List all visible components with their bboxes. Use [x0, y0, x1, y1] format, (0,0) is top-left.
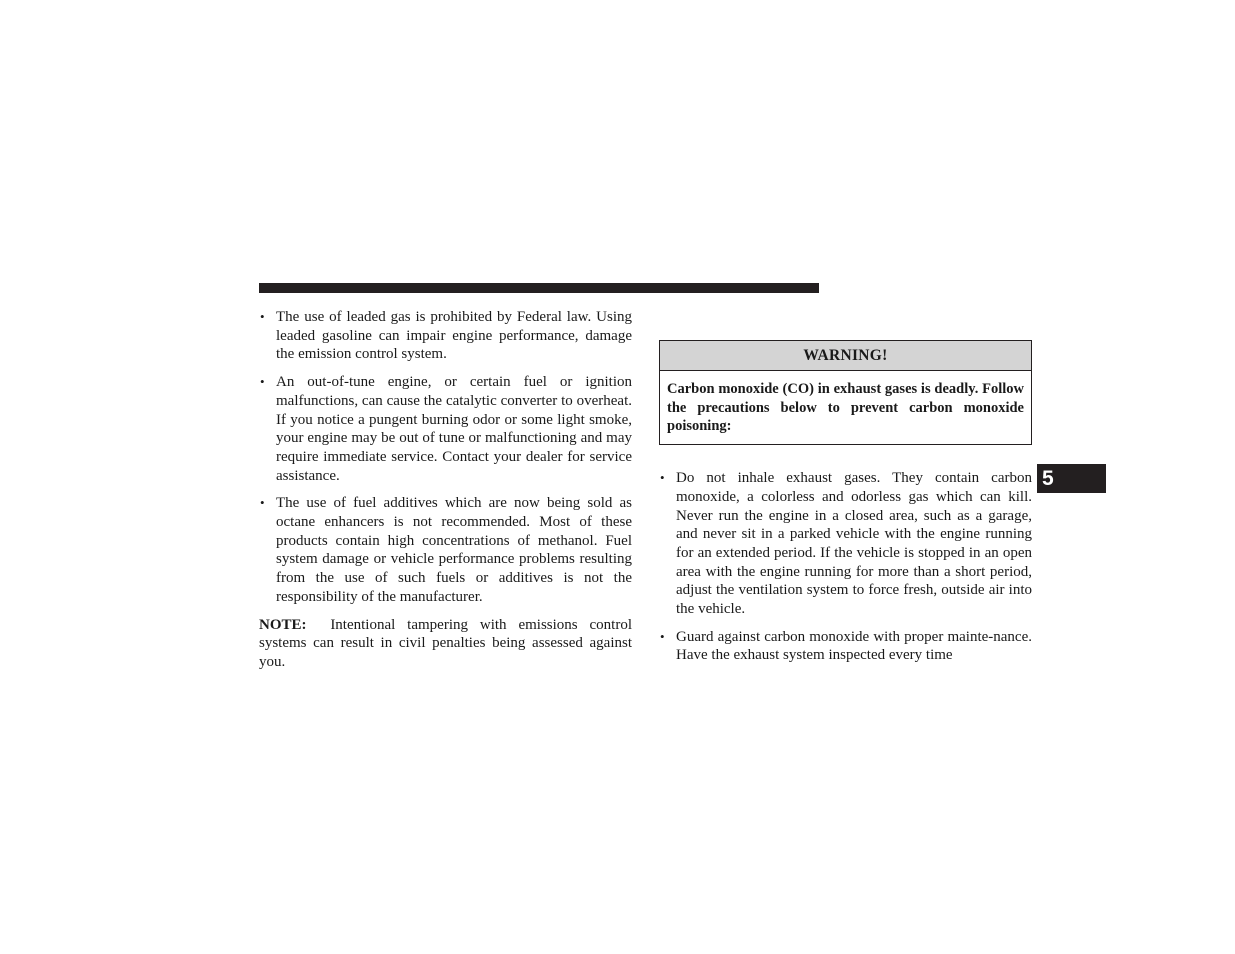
right-bullet-list — [659, 469, 1032, 665]
chapter-tab: 5 — [1037, 464, 1106, 493]
list-item — [259, 308, 632, 364]
warning-title: WARNING! — [660, 341, 1031, 371]
bullet-icon: • — [260, 309, 265, 324]
list-item — [659, 628, 1032, 665]
left-column — [259, 308, 632, 672]
note-text: Intentional tampering with emissions control systems can result in civil penalties being assessed against you. — [259, 616, 633, 670]
bullet-icon: • — [660, 470, 665, 486]
list-item — [259, 494, 632, 606]
note-label: NOTE: — [259, 616, 307, 633]
bullet-text: The use of leaded gas is prohibited by Federal law. Using leaded gasoline can impair engine performance, damage the emission control system. — [276, 309, 632, 363]
bullet-text: The use of fuel additives which are now being sold as octane enhancers is not recommended. Most of these products contain high concentrations of methanol. Fuel system damage or vehicle performance problems resulting from the use of such fuels or additives is not the responsibility of the manufacturer. — [276, 495, 632, 605]
bullet-icon: • — [260, 495, 265, 511]
bullet-text: Do not inhale exhaust gases. They contain carbon monoxide, a colorless and odorless gas which can kill. Never run the engine in a closed area, such as a garage, and never sit in a parked vehicle with the engine running for an extended period. If the vehicle is stopped in an open area with the engine running for more than a short period, adjust the ventilation system to force fresh, outside air into the vehicle. — [676, 470, 1032, 618]
note-paragraph — [259, 616, 632, 672]
bullet-text: An out-of-tune engine, or certain fuel or ignition malfunctions, can cause the catalytic converter to overheat. If you notice a pungent burning odor or some light smoke, your engine may be out of tune or malfunctioning and may require immediate service. Contact your dealer for service assistance. — [276, 374, 632, 484]
bullet-text: Guard against carbon monoxide with proper mainte-nance. Have the exhaust system inspected every time — [676, 628, 1032, 664]
header-rule — [259, 283, 819, 293]
warning-box — [659, 340, 1032, 445]
list-item — [259, 373, 632, 485]
warning-body: Carbon monoxide (CO) in exhaust gases is deadly. Follow the precautions below to prevent carbon monoxide poisoning: — [667, 381, 1024, 435]
bullet-icon: • — [660, 628, 665, 644]
list-item — [659, 469, 1032, 619]
left-bullet-list — [259, 308, 632, 607]
right-column — [659, 340, 1032, 674]
bullet-icon: • — [260, 374, 265, 390]
